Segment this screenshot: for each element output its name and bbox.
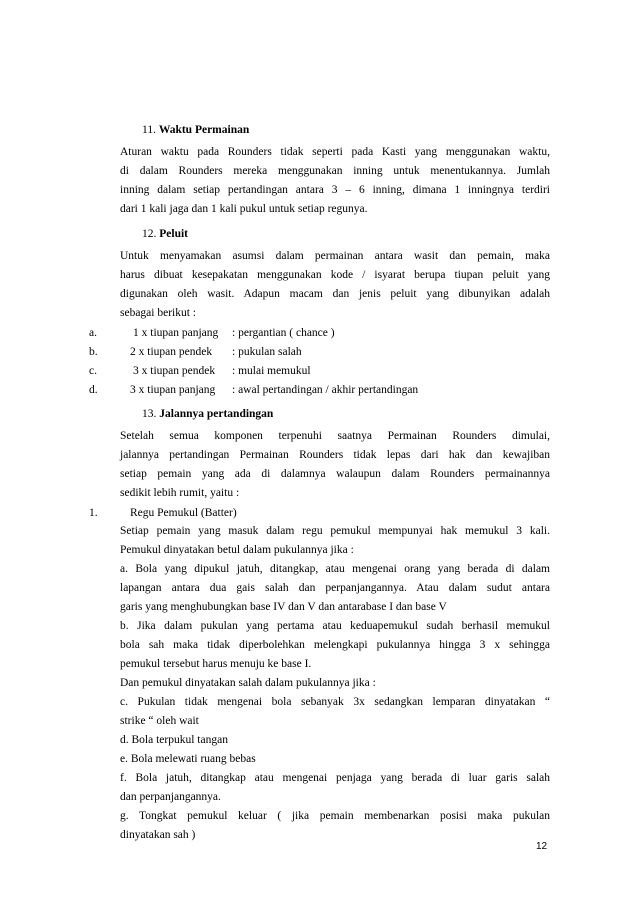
s12-line-2: harus dibuat kesepakatan menggunakan kode / isyarat berupa tiupan peluit yang xyxy=(120,269,550,281)
list-marker-a: a. xyxy=(89,327,97,339)
section-11-number: 11. xyxy=(142,124,156,136)
s11-line-1: Aturan waktu pada Rounders tidak seperti pada Kasti yang menggunakan waktu, xyxy=(120,146,550,158)
section-13-heading xyxy=(142,408,273,420)
whistle-b-right: : pukulan salah xyxy=(232,346,302,358)
section-13-title: Jalannya pertandingan xyxy=(159,408,274,420)
whistle-a-left: 1 x tiupan panjang xyxy=(133,327,219,339)
list-marker-c: c. xyxy=(89,365,97,377)
s11-line-4: dari 1 kali jaga dan 1 kali pukul untuk setiap regunya. xyxy=(120,203,368,215)
section-13-number: 13. xyxy=(142,408,157,420)
section-11-title: Waktu Permainan xyxy=(158,124,250,136)
body-line-10: c. Pukulan tidak mengenai bola sebanyak 3x sedangkan lemparan dinyatakan “ xyxy=(120,696,550,708)
body-line-8: pemukul tersebut harus menuju ke base I. xyxy=(120,658,312,670)
body-line-7: bola sah maka tidak diperbolehkan melengkapi pukulannya hingga 3 x sehingga xyxy=(120,639,550,651)
body-line-14: f. Bola jatuh, ditangkap atau mengenai penjaga yang berada di luar garis salah xyxy=(120,772,550,784)
s13-line-2: jalannya pertandingan Permainan Rounders tidak lepas dari hak dan kewajiban xyxy=(120,449,550,461)
section-12-heading xyxy=(142,228,188,240)
whistle-b-left: 2 x tiupan pendek xyxy=(130,346,213,358)
whistle-c-right: : mulai memukul xyxy=(232,365,311,377)
s13-line-3: setiap pemain yang ada di dalamnya walaupun dalam Rounders permainannya xyxy=(120,468,550,480)
body-line-5: garis yang menghubungkan base IV dan V dan antarabase I dan base V xyxy=(120,601,447,613)
list-marker-d: d. xyxy=(89,384,98,396)
section-11-heading xyxy=(142,124,249,136)
section-12-number: 12. xyxy=(142,228,157,240)
body-line-1: Setiap pemain yang masuk dalam regu pemukul mempunyai hak memukul 3 kali. xyxy=(120,525,550,537)
s11-line-3: inning dalam setiap pertandingan antara 3 – 6 inning, dimana 1 inningnya terdiri xyxy=(120,184,550,196)
batter-subheading: Regu Pemukul (Batter) xyxy=(130,507,237,519)
whistle-c-left: 3 x tiupan pendek xyxy=(133,365,216,377)
page-number: 12 xyxy=(536,841,548,852)
section-12-title: Peluit xyxy=(159,228,188,240)
s12-line-4: sebagai berikut : xyxy=(120,307,197,319)
body-line-2: Pemukul dinyatakan betul dalam pukulannya jika : xyxy=(120,544,354,556)
body-line-17: dinyatakan sah ) xyxy=(120,829,196,841)
body-line-15: dan perpanjangannya. xyxy=(120,791,221,803)
body-line-6: b. Jika dalam pukulan yang pertama atau keduapemukul sudah berhasil memukul xyxy=(120,620,550,632)
list-marker-b: b. xyxy=(89,346,98,358)
body-line-12: d. Bola terpukul tangan xyxy=(120,734,228,746)
body-line-11: strike “ oleh wait xyxy=(120,715,199,727)
list-marker-1: 1. xyxy=(89,507,98,519)
s13-line-4: sedikit lebih rumit, yaitu : xyxy=(120,487,240,499)
body-line-4: lapangan antara dua gais salah dan perpanjangannya. Atau dalam sudut antara xyxy=(120,582,550,594)
s12-line-1: Untuk menyamakan asumsi dalam permainan antara wasit dan pemain, maka xyxy=(120,250,550,262)
whistle-d-right: : awal pertandingan / akhir pertandingan xyxy=(232,384,419,396)
body-line-16: g. Tongkat pemukul keluar ( jika pemain membenarkan posisi maka pukulan xyxy=(120,810,550,822)
s12-line-3: digunakan oleh wasit. Adapun macam dan jenis peluit yang dibunyikan adalah xyxy=(120,288,550,300)
whistle-d-left: 3 x tiupan panjang xyxy=(130,384,216,396)
body-line-13: e. Bola melewati ruang bebas xyxy=(120,753,256,765)
s13-line-1: Setelah semua komponen terpenuhi saatnya Permainan Rounders dimulai, xyxy=(120,430,550,442)
whistle-a-right: : pergantian ( chance ) xyxy=(232,327,335,339)
body-line-9: Dan pemukul dinyatakan salah dalam pukulannya jika : xyxy=(120,677,376,689)
body-line-3: a. Bola yang dipukul jatuh, ditangkap, atau mengenai orang yang berada di dalam xyxy=(120,563,550,575)
s11-line-2: di dalam Rounders mereka menggunakan inning untuk menentukannya. Jumlah xyxy=(120,165,550,177)
